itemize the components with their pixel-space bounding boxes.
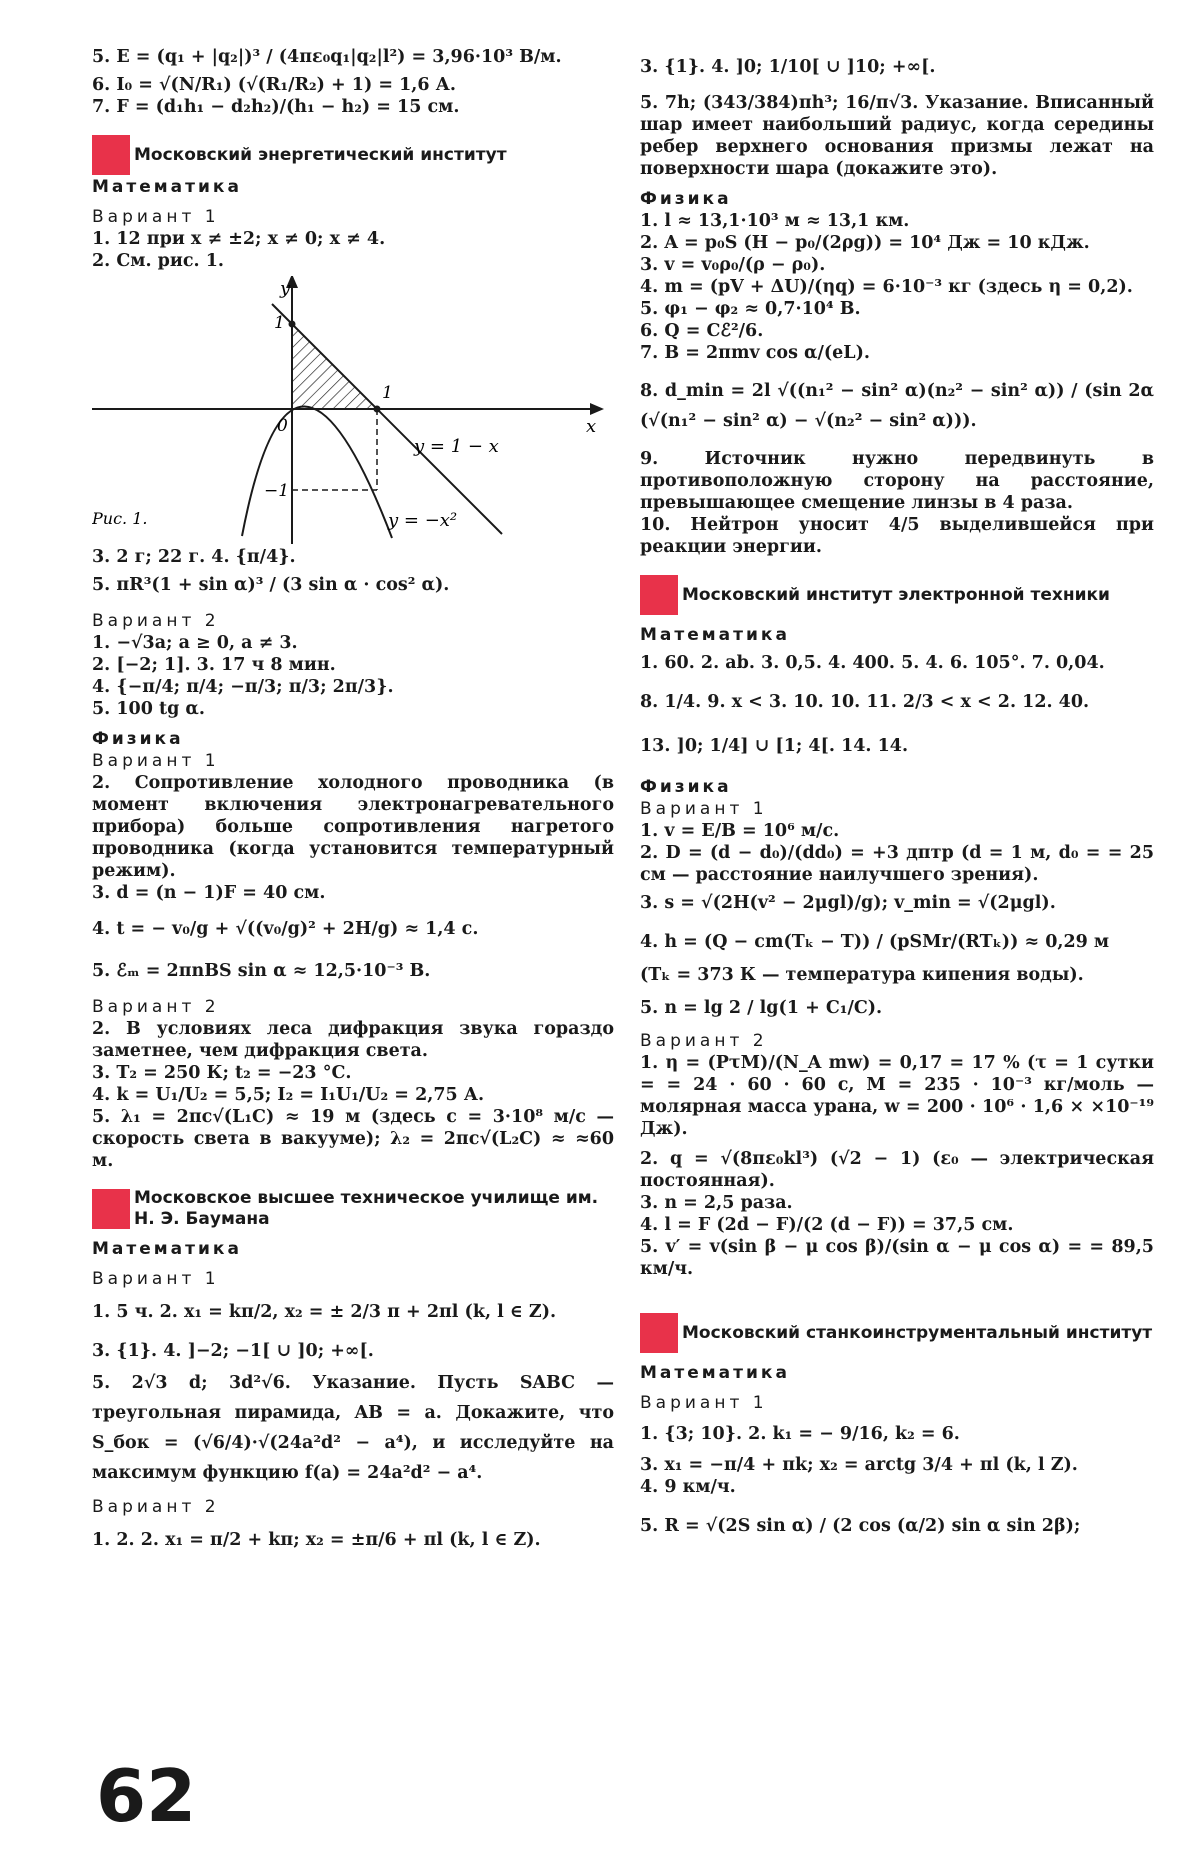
- section-title: Московское высшее техническое училище им. Н. Э. Баумана: [134, 1188, 599, 1229]
- answer-paragraph: 5. 7h; (343/384)πh³; 16/π√3. Указание. Вписанный шар имеет наибольший радиус, когда середины ребер верхнего основания призмы лежат на поверхности шара (докажите это).: [640, 93, 1154, 179]
- answer-line: 1. 12 при x ≠ ±2; x ≠ 0; x ≠ 4.: [92, 229, 386, 249]
- answer-line: 4. {−π/4; π/4; −π/3; π/3; 2π/3}.: [92, 677, 394, 697]
- answer-formula: 8. d_min = 2l √((n₁² − sin² α)(n₂² − sin² α)) / (sin 2α (√(n₁² − sin² α) − √(n₂² − sin² α))).: [640, 381, 1154, 431]
- variant-title: Вариант 2: [92, 611, 220, 631]
- line-y-1-minus-x: [272, 304, 502, 534]
- answer-line: 3. 2 г; 22 г. 4. {π/4}.: [92, 547, 296, 567]
- answer-paragraph: 2. q = √(8πε₀kl³) (√2 − 1) (ε₀ — электрическая постоянная).: [640, 1149, 1154, 1191]
- answer-line: 1. 60. 2. ab. 3. 0,5. 4. 400. 5. 4. 6. 105°. 7. 0,04.: [640, 653, 1105, 673]
- left-column: [92, 0, 614, 1562]
- answer-line: 7. F = (d₁h₁ − d₂h₂)/(h₁ − h₂) = 15 см.: [92, 97, 460, 117]
- answer-line: 3. s = √(2H(v² − 2μgl)/g); v_min = √(2μgl).: [640, 893, 1056, 913]
- figure-1: [92, 276, 614, 546]
- answer-line: 3. d = (n − 1)F = 40 см.: [92, 883, 326, 903]
- subject-title: Физика: [640, 189, 732, 209]
- variant-title: Вариант 2: [640, 1031, 768, 1051]
- answer-line: 4. 9 км/ч.: [640, 1477, 736, 1497]
- answer-line: 3. T₂ = 250 К; t₂ = −23 °С.: [92, 1063, 352, 1083]
- answer-line: 2. См. рис. 1.: [92, 251, 225, 271]
- answer-line: 5. n = lg 2 / lg(1 + C₁/C).: [640, 998, 883, 1018]
- section-marker-icon: [640, 1313, 678, 1353]
- section-marker-icon: [92, 135, 130, 175]
- answer-line: 3. x₁ = −π/4 + πk; x₂ = arctg 3/4 + πl (k, l Z).: [640, 1455, 1078, 1475]
- answer-line: 4. h = (Q − cm(Tₖ − T)) / (pSMr/(RTₖ)) ≈ 0,29 м: [640, 932, 1110, 952]
- variant-title: Вариант 1: [640, 1393, 768, 1413]
- answer-line: 3. v = v₀ρ₀/(ρ − ρ₀).: [640, 255, 826, 275]
- line-label: y = 1 − x: [414, 436, 499, 457]
- variant-title: Вариант 1: [92, 751, 220, 771]
- answer-line: 1. v = E/B = 10⁶ м/с.: [640, 821, 840, 841]
- answer-line: 1. 5 ч. 2. x₁ = kπ/2, x₂ = ± 2/3 π + 2πl (k, l ∈ Z).: [92, 1302, 557, 1322]
- answer-line: 5. πR³(1 + sin α)³ / (3 sin α · cos² α).: [92, 575, 450, 595]
- subject-title: Математика: [92, 177, 242, 197]
- tick-label-minus1: −1: [264, 481, 290, 501]
- section-title: Московский станкоинструментальный институт: [682, 1322, 1153, 1343]
- x-axis-label: x: [586, 416, 597, 437]
- answer-line: 2. A = p₀S (H − p₀/(2ρg)) = 10⁴ Дж = 10 кДж.: [640, 233, 1090, 253]
- variant-title: Вариант 1: [640, 799, 768, 819]
- answer-line: 4. k = U₁/U₂ = 5,5; I₂ = I₁U₁/U₂ = 2,75 А.: [92, 1085, 485, 1105]
- answer-line: 3. {1}. 4. ]−2; −1[ ∪ ]0; +∞[.: [92, 1341, 374, 1361]
- answer-line: 6. I₀ = √(N/R₁) (√(R₁/R₂) + 1) = 1,6 А.: [92, 75, 456, 95]
- answer-line: 5. R = √(2S sin α) / (2 cos (α/2) sin α sin 2β);: [640, 1516, 1081, 1536]
- subject-title: Физика: [92, 729, 184, 749]
- section-header-mei: [92, 134, 614, 176]
- answer-line: 4. m = (pV + ΔU)/(ηq) = 6·10⁻³ кг (здесь η = 0,2).: [640, 277, 1133, 297]
- answer-paragraph: 5. 2√3 d; 3d²√6. Указание. Пусть SABC — треугольная пирамида, AB = a. Докажите, что S_бок = (√6/4)·√(24a²d² − a⁴), и исследуйте на максимум функцию f(a) = 24a²d² − a⁴.: [92, 1373, 614, 1483]
- answer-line: 4. t = − v₀/g + √((v₀/g)² + 2H/g) ≈ 1,4 с.: [92, 919, 479, 939]
- figure-caption: Рис. 1.: [92, 509, 148, 528]
- subject-title: Математика: [640, 625, 790, 645]
- answer-paragraph: 5. v′ = v(sin β − μ cos β)/(sin α − μ cos α) = = 89,5 км/ч.: [640, 1237, 1154, 1279]
- answer-paragraph: 9. Источник нужно передвинуть в противоположную сторону на расстояние, превышающее смещение линзы в 4 раза.: [640, 449, 1154, 513]
- subject-title: Физика: [640, 777, 732, 797]
- section-title: Московский институт электронной техники: [682, 584, 1110, 605]
- section-title: Московский энергетический институт: [134, 144, 507, 165]
- answer-line: 3. {1}. 4. ]0; 1/10[ ∪ ]10; +∞[.: [640, 57, 936, 77]
- section-header-mvtu: [92, 1188, 614, 1230]
- variant-title: Вариант 2: [92, 997, 220, 1017]
- answer-line: 1. 2. 2. x₁ = π/2 + kπ; x₂ = ±π/6 + πl (k, l ∈ Z).: [92, 1530, 541, 1550]
- answer-line: 5. 100 tg α.: [92, 699, 205, 719]
- tick-label-x1: 1: [382, 383, 393, 403]
- answer-line: 4. l = F (2d − F)/(2 (d − F)) = 37,5 см.: [640, 1215, 1014, 1235]
- answer-paragraph: 2. Сопротивление холодного проводника (в момент включения электронагревательного прибора) больше сопротивления нагретого проводника (когда установится температурный режим).: [92, 773, 614, 881]
- answer-line: 5. ℰₘ = 2πnBS sin α ≈ 12,5·10⁻³ В.: [92, 961, 431, 981]
- answer-line: 6. Q = Cℰ²/6.: [640, 321, 764, 341]
- answer-paragraph: 2. В условиях леса дифракция звука гораздо заметнее, чем дифракция света.: [92, 1019, 614, 1061]
- parabola-y-minus-x2: [242, 406, 392, 538]
- answer-line: 8. 1/4. 9. x < 3. 10. 10. 11. 2/3 < x < 2. 12. 40.: [640, 692, 1090, 712]
- variant-title: Вариант 2: [92, 1497, 220, 1517]
- answer-paragraph: 10. Нейтрон уносит 4/5 выделившейся при реакции энергии.: [640, 515, 1154, 557]
- origin-label: 0: [277, 416, 288, 436]
- section-marker-icon: [640, 575, 678, 615]
- answer-line: 13. ]0; 1/4] ∪ [1; 4[. 14. 14.: [640, 736, 909, 756]
- subject-title: Математика: [640, 1363, 790, 1383]
- page-number: 62: [96, 1754, 197, 1838]
- parabola-label: y = −x²: [388, 510, 458, 531]
- tick-label-y1: 1: [274, 313, 285, 333]
- answer-line: 5. φ₁ − φ₂ ≈ 0,7·10⁴ В.: [640, 299, 861, 319]
- variant-title: Вариант 1: [92, 207, 220, 227]
- answer-paragraph: 2. D = (d − d₀)/(dd₀) = +3 дптр (d = 1 м, d₀ = = 25 см — расстояние наилучшего зрения).: [640, 843, 1154, 885]
- answer-paragraph: 5. λ₁ = 2πc√(L₁C) ≈ 19 м (здесь c = 3·10⁸ м/с — скорость света в вакууме); λ₂ = 2πc√(L₂C) ≈ ≈60 м.: [92, 1107, 614, 1171]
- section-header-miet: [640, 574, 1154, 616]
- variant-title: Вариант 1: [92, 1269, 220, 1289]
- answer-line: 7. B = 2πmv cos α/(eL).: [640, 343, 870, 363]
- section-marker-icon: [92, 1189, 130, 1229]
- right-column: [640, 0, 1154, 1554]
- subject-title: Математика: [92, 1239, 242, 1259]
- answer-line: 1. {3; 10}. 2. k₁ = − 9/16, k₂ = 6.: [640, 1424, 960, 1444]
- y-axis-label: y: [280, 278, 291, 299]
- answer-line: 5. E = (q₁ + |q₂|)³ / (4πε₀q₁|q₂|l²) = 3,96·10³ В/м.: [92, 47, 562, 67]
- answer-line: 3. n = 2,5 раза.: [640, 1193, 793, 1213]
- answer-line: 2. [−2; 1]. 3. 17 ч 8 мин.: [92, 655, 336, 675]
- answer-line: 1. −√3a; a ≥ 0, a ≠ 3.: [92, 633, 298, 653]
- answer-line: 1. l ≈ 13,1·10³ м ≈ 13,1 км.: [640, 211, 910, 231]
- answer-line: (Tₖ = 373 К — температура кипения воды).: [640, 965, 1084, 985]
- answer-paragraph: 1. η = (PτM)/(N_A mw) = 0,17 = 17 % (τ = 1 сутки = = 24 · 60 · 60 с, M = 235 · 10⁻³ кг/моль — молярная масса урана, w = 200 · 10⁶ · 1,6 × ×10⁻¹⁹ Дж).: [640, 1053, 1154, 1139]
- x-axis-arrow-icon: [590, 403, 604, 415]
- section-header-msti: [640, 1312, 1154, 1354]
